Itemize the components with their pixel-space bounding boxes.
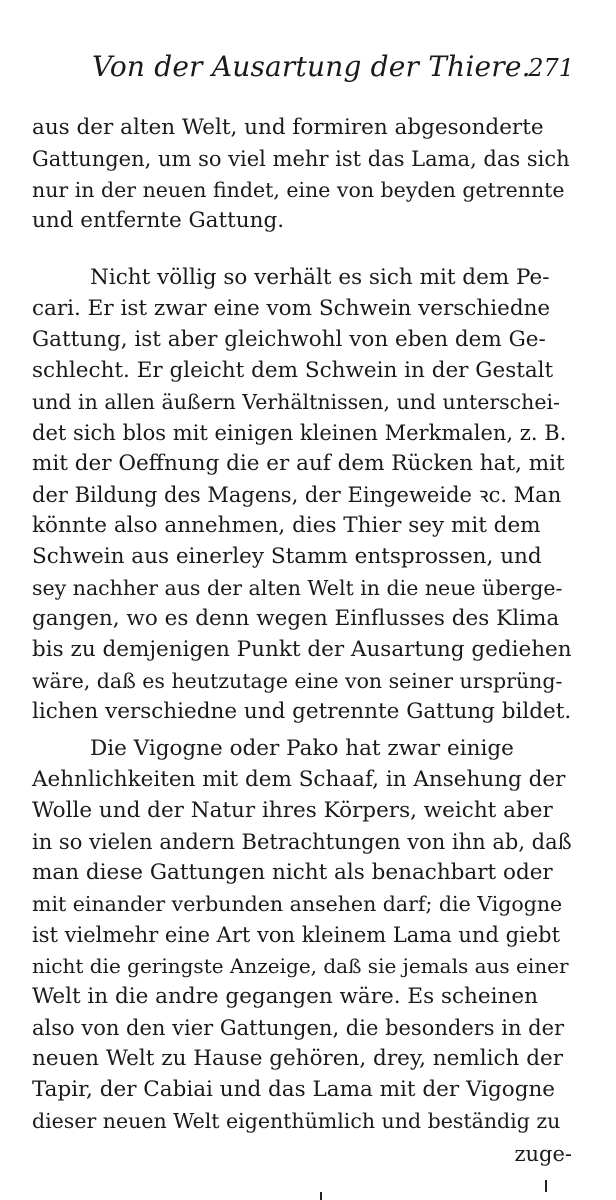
text-line: cari. Er ist zwar eine vom Schwein verschiedne (32, 296, 551, 321)
text-line: der Bildung des Magens, der Eingeweide ꝛc. Man (32, 483, 562, 507)
text-line: könnte also annehmen, dies Thier sey mit dem (32, 513, 541, 538)
text-line: Schwein aus einerley Stamm entsprossen, und (32, 544, 542, 569)
text-line: in so vielen andern Betrachtungen von ihn ab, daß (32, 830, 572, 854)
text-line: mit der Oeffnung die er auf dem Rücken hat, mit (32, 451, 565, 476)
text-line: neuen Welt zu Hause gehören, drey, nemlich der (32, 1046, 563, 1071)
page-header (92, 50, 582, 90)
text-line: Wolle und der Natur ihres Körpers, weicht aber (32, 798, 553, 823)
text-line: Die Vigogne oder Pako hat zwar einige (90, 736, 514, 761)
text-line: bis zu demjenigen Punkt der Ausartung gediehen (32, 637, 572, 662)
text-line: Tapir, der Cabiai und das Lama mit der Vigogne (32, 1077, 556, 1102)
text-line: ist vielmehr eine Art von kleinem Lama und giebt (32, 923, 561, 947)
text-line: nicht die geringste Anzeige, daß sie jemals aus einer (32, 954, 569, 978)
text-line: nur in der neuen findet, eine von beyden getrennte (32, 178, 565, 202)
text-line: und entfernte Gattung. (32, 208, 285, 233)
text-line: aus der alten Welt, und formiren abgesonderte (32, 115, 544, 140)
text-line: det sich blos mit einigen kleinen Merkmalen, z. B. (32, 421, 567, 445)
text-line: lichen verschiedne und getrennte Gattung bildet. (32, 699, 572, 724)
text-line: Welt in die andre gegangen wäre. Es scheinen (32, 984, 538, 1009)
text-line: dieser neuen Welt eigenthümlich und beständig zu (32, 1109, 561, 1133)
text-line: sey nachher aus der alten Welt in die neue überge- (32, 576, 563, 600)
page-number: 271 (528, 54, 574, 82)
catchword: zuge- (514, 1142, 572, 1166)
text-line: wäre, daß es heutzutage eine von seiner ursprüng- (32, 669, 563, 693)
print-speck (545, 1180, 547, 1192)
text-line: und in allen äußern Verhältnissen, und unterschei- (32, 390, 560, 414)
text-line: also von den vier Gattungen, die besonders in der (32, 1016, 565, 1040)
text-line: schlecht. Er gleicht dem Schwein in der Gestalt (32, 358, 554, 383)
text-line: Gattung, ist aber gleichwohl von eben dem Ge- (32, 327, 546, 352)
text-line: gangen, wo es denn wegen Einflusses des Klima (32, 606, 560, 631)
text-line: Aehnlichkeiten mit dem Schaaf, in Ansehung der (32, 767, 566, 792)
text-line: man diese Gattungen nicht als benachbart oder (32, 860, 553, 885)
text-line: Nicht völlig so verhält es sich mit dem Pe- (90, 265, 550, 290)
text-line: Gattungen, um so viel mehr ist das Lama, das sich (32, 147, 570, 171)
text-line: mit einander verbunden ansehen darf; die Vigogne (32, 892, 563, 916)
print-speck (320, 1192, 322, 1200)
running-head: Von der Ausartung der Thiere. (92, 50, 531, 83)
